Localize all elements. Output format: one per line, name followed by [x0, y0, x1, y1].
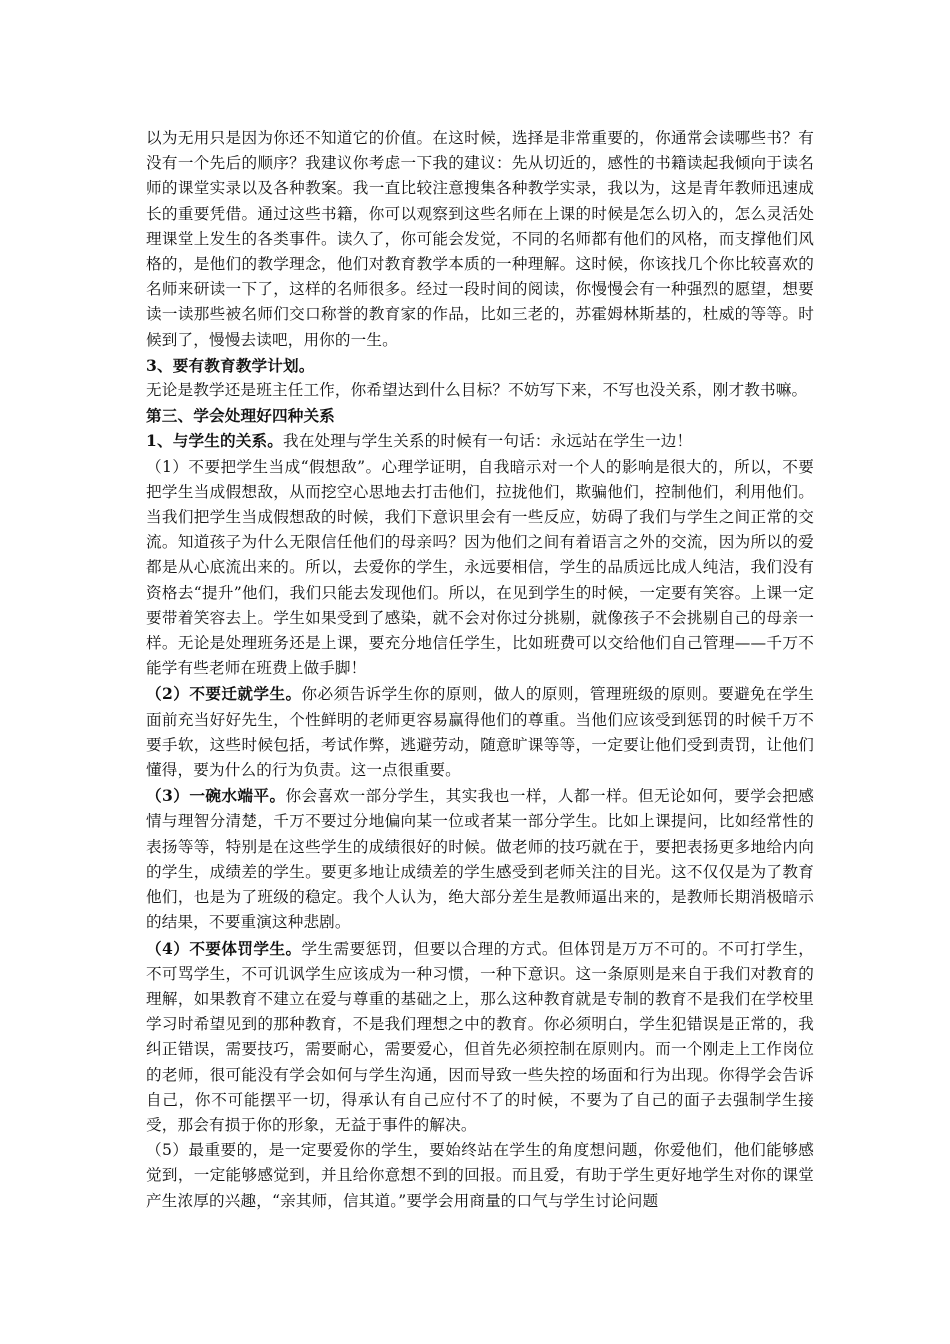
paragraph-reading: 以为无用只是因为你还不知道它的价值。在这时候，选择是非常重要的，你通常会读哪些书？有没有一个先后的顺序？我建议你考虑一下我的建议：先从切近的，感性的书籍读起我倾向于读名师的课堂实录以及各种教案。我一直比较注意搜集各种教学实录，我以为，这是青年教师迅速成长的重要凭借。通过这些书籍，你可以观察到这些名师在上课的时候是怎么切入的，怎么灵活处理课堂上发生的各类事件。读久了，你可能会发觉，不同的名师都有他们的风格，而支撑他们风格的，是他们的教学理念，他们对教育教学本质的一种理解。这时候，你该找几个你比较喜欢的名师来研读一下了，这样的名师很多。经过一段时间的阅读，你慢慢会有一种强烈的愿望，想要读一读那些被名师们交口称誉的教育家的作品，比如三老的，苏霍姆林斯基的，杜威的等等。时候到了，慢慢去读吧，用你的一生。: [146, 129, 814, 349]
paragraph-item-5: （5）最重要的，是一定要爱你的学生，要始终站在学生的角度想问题，你爱他们，他们能够感觉到，一定能够感觉到，并且给你意想不到的回报。而且爱，有助于学生更好地学生对你的课堂产生浓厚的兴趣，“亲其师，信其道。”要学会用商量的口气与学生讨论问题: [146, 1141, 814, 1210]
paragraph-item-2: [146, 681, 814, 783]
document-page: [146, 126, 814, 1214]
paragraph-student-relation: [146, 428, 814, 454]
paragraph-plan: 无论是教学还是班主任工作，你希望达到什么目标？不妨写下来，不写也没关系，刚才教书嘛。: [146, 381, 808, 400]
item-4-text: 学生需要惩罚，但要以合理的方式。但体罚是万万不可的。不可打学生，不可骂学生，不可讥讽学生应该成为一种习惯，一种下意识。这一条原则是来自于我们对教育的理解，如果教育不建立在爱与尊重的基础之上，那么这种教育就是专制的教育不是我们在学校里学习时希望见到的那种教育，不是我们理想之中的教育。你必须明白，学生犯错误是正常的，我纠正错误，需要技巧，需要耐心，需要爱心，但首先必须控制在原则内。而一个刚走上工作岗位的老师，很可能没有学会如何与学生沟通，因而导致一些失控的场面和行为出现。你得学会告诉自己，你不可能摆平一切，得承认有自己应付不了的时候，不要为了自己的面子去强制学生接受，那会有损于你的形象，无益于事件的解决。: [146, 939, 814, 1134]
item-4-title: （4）不要体罚学生。: [146, 938, 302, 958]
paragraph-item-4: [146, 936, 814, 1139]
item-2-text: 你必须告诉学生你的原则，做人的原则，管理班级的原则。要避免在学生面前充当好好先生，个性鲜明的老师更容易赢得他们的尊重。当他们应该受到惩罚的时候千万不要手软，这些时候包括，考试作弊，逃避劳动，随意旷课等等，一定要让他们受到责罚，让他们懂得，要为什么的行为负责。这一点很重要。: [146, 685, 814, 780]
paragraph-item-1: （1）不要把学生当成“假想敌”。心理学证明，自我暗示对一个人的影响是很大的，所以，不要把学生当成假想敌，从而挖空心思地去打击他们，拉拢他们，欺骗他们，控制他们，利用他们。当我们把学生当成假想敌的时候，我们下意识里会有一些反应，妨碍了我们与学生之间正常的交流。知道孩子为什么无限信任他们的母亲吗？因为他们之间有着语言之外的交流，因为所以的爱都是从心底流出来的。所以，去爱你的学生，永远要相信，学生的品质远比成人纯洁，我们没有资格去“提升”他们，我们只能去发现他们。所以，在见到学生的时候，一定要有笑容。上课一定要带着笑容去上。学生如果受到了感染，就不会对你过分挑剔，就像孩子不会挑剔自己的母亲一样。无论是处理班务还是上课，要充分地信任学生，比如班费可以交给他们自己管理——千万不能学有些老师在班费上做手脚！: [146, 457, 814, 678]
paragraph-item-3: [146, 783, 814, 935]
section-heading-relations: 第三、学会处理好四种关系: [146, 406, 335, 426]
subheading-student-relation: 1、与学生的关系。: [146, 431, 283, 451]
item-3-title: （3）一碗水端平。: [146, 786, 286, 806]
item-2-title: （2）不要迁就学生。: [146, 684, 302, 704]
item-3-text: 你会喜欢一部分学生，其实我也一样，人都一样。但无论如何，要学会把感情与理智分清楚，千万不要过分地偏向某一位或者某一部分学生。比如上课提问，比如经常性的表扬等等，特别是在这些学生的成绩很好的时候。做老师的技巧就在于，要把表扬更多地给内向的学生，成绩差的学生。要更多地让成绩差的学生感受到老师关注的目光。这不仅仅是为了教育他们，也是为了班级的稳定。我个人认为，绝大部分差生是教师逼出来的，是教师长期消极暗示的结果，不要重演这种悲剧。: [146, 787, 815, 932]
heading-teaching-plan: 3、要有教育教学计划。: [146, 355, 315, 375]
student-relation-text: 我在处理与学生关系的时候有一句话：永远站在学生一边！: [282, 432, 693, 451]
